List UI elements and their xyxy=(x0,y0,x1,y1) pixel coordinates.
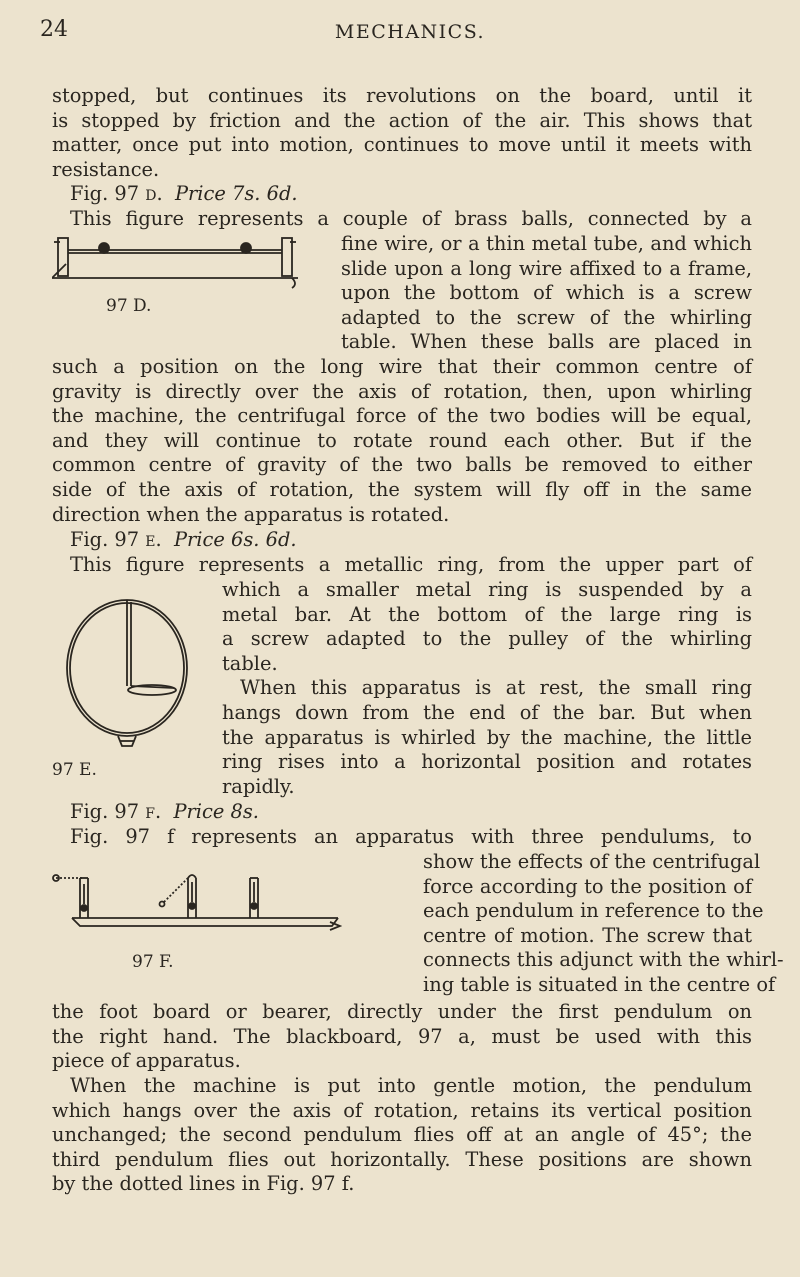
text-line: metal bar. At the bottom of the large ring is xyxy=(222,602,752,626)
text-line: rapidly. xyxy=(222,774,295,798)
text-line: each pendulum in reference to the xyxy=(423,899,764,923)
three-pendulums-icon xyxy=(52,868,342,944)
text-line: table. When these balls are placed in xyxy=(341,330,752,354)
fig-price: Price 6s. 6d. xyxy=(173,528,297,551)
text-line: slide upon a long wire affixed to a frame, xyxy=(341,256,752,280)
text-line: piece of apparatus. xyxy=(52,1049,241,1073)
text-line: This figure represents a couple of brass balls, connected by a xyxy=(70,207,752,230)
text-line: a screw adapted to the pulley of the whirling xyxy=(222,627,752,651)
fig-97e-side-text xyxy=(222,578,752,799)
fig-letter: f. xyxy=(145,800,162,823)
fig-97d-description xyxy=(52,355,752,527)
fig-letter: d. xyxy=(145,182,163,205)
text-line: matter, once put into motion, continues to move until it meets with xyxy=(52,133,752,157)
text-line: ring rises into a horizontal position and rotates xyxy=(222,750,752,774)
text-line: Fig. 97 f represents an apparatus with three pendulums, to xyxy=(70,824,752,848)
text-line: such a position on the long wire that their common centre of xyxy=(52,355,752,378)
fig-97d-side-text xyxy=(341,232,752,355)
text-line: force according to the position of xyxy=(423,874,752,898)
fig-label: Fig. 97 xyxy=(70,528,140,551)
text-line: resistance. xyxy=(52,157,160,181)
text-line: common centre of gravity of the two balls be removed to either xyxy=(52,453,752,477)
text-line: When this apparatus is at rest, the small ring xyxy=(240,676,752,700)
fig-97f-illustration xyxy=(52,868,342,944)
paragraph-final xyxy=(52,1074,752,1197)
text-line: unchanged; the second pendulum flies off at an angle of 45°; the xyxy=(52,1123,752,1147)
fig-97f-side-text xyxy=(423,850,784,998)
running-header xyxy=(40,18,780,48)
fig-97e-caption: 97 E. xyxy=(52,760,97,780)
fig-97e-heading xyxy=(52,528,752,577)
text-line: the right hand. The blackboard, 97 a, must be used with this xyxy=(52,1024,752,1048)
brass-balls-frame-icon xyxy=(52,228,322,290)
paragraph-intro xyxy=(52,84,752,182)
fig-price: Price 8s. xyxy=(173,800,259,823)
text-line: the machine, the centrifugal force of the two bodies will be equal, xyxy=(52,404,752,428)
text-line: direction when the apparatus is rotated. xyxy=(52,502,450,526)
text-line: When the machine is put into gentle motion, the pendulum xyxy=(70,1074,752,1097)
text-line: adapted to the screw of the whirling xyxy=(341,305,752,329)
fig-97e-illustration xyxy=(52,590,202,750)
fig-97f-description xyxy=(52,1000,752,1074)
fig-label: Fig. 97 xyxy=(70,182,140,205)
fig-letter: e. xyxy=(145,528,162,551)
metallic-ring-icon xyxy=(52,590,202,750)
fig-97d-illustration xyxy=(52,228,322,290)
text-line: hangs down from the end of the bar. But when xyxy=(222,700,752,724)
text-line: connects this adjunct with the whirl- xyxy=(423,948,784,972)
fig-97f-heading xyxy=(52,800,752,849)
running-title: MECHANICS. xyxy=(334,21,486,43)
text-line: and they will continue to rotate round each other. But if the xyxy=(52,428,752,452)
text-line: is stopped by friction and the action of the air. This shows that xyxy=(52,108,752,132)
fig-price: Price 7s. 6d. xyxy=(174,182,298,205)
fig-97f-caption: 97 F. xyxy=(132,952,174,972)
text-line: show the effects of the centrifugal xyxy=(423,850,761,873)
page-number: 24 xyxy=(40,17,68,42)
text-line: the apparatus is whirled by the machine, the little xyxy=(222,725,752,749)
text-line: upon the bottom of which is a screw xyxy=(341,281,752,305)
text-line: stopped, but continues its revolutions on the board, until it xyxy=(52,84,752,107)
text-line: third pendulum flies out horizontally. These positions are shown xyxy=(52,1147,752,1171)
text-line: fine wire, or a thin metal tube, and which xyxy=(341,232,752,255)
text-line: This figure represents a metallic ring, from the upper part of xyxy=(70,552,752,576)
text-line: the foot board or bearer, directly under the first pendulum on xyxy=(52,1000,752,1023)
text-line: ing table is situated in the centre of xyxy=(423,972,776,996)
text-line: gravity is directly over the axis of rotation, then, upon whirling xyxy=(52,379,752,403)
text-line: which hangs over the axis of rotation, retains its vertical position xyxy=(52,1098,752,1122)
fig-97d-heading xyxy=(52,182,752,207)
text-line: side of the axis of rotation, the system will fly off in the same xyxy=(52,477,752,501)
fig-label: Fig. 97 xyxy=(70,800,140,823)
text-line: centre of motion. The screw that xyxy=(423,923,752,947)
text-line: which a smaller metal ring is suspended by a xyxy=(222,578,752,601)
text-line: by the dotted lines in Fig. 97 f. xyxy=(52,1172,355,1196)
fig-97d-caption: 97 D. xyxy=(106,296,152,316)
text-line: table. xyxy=(222,651,278,675)
